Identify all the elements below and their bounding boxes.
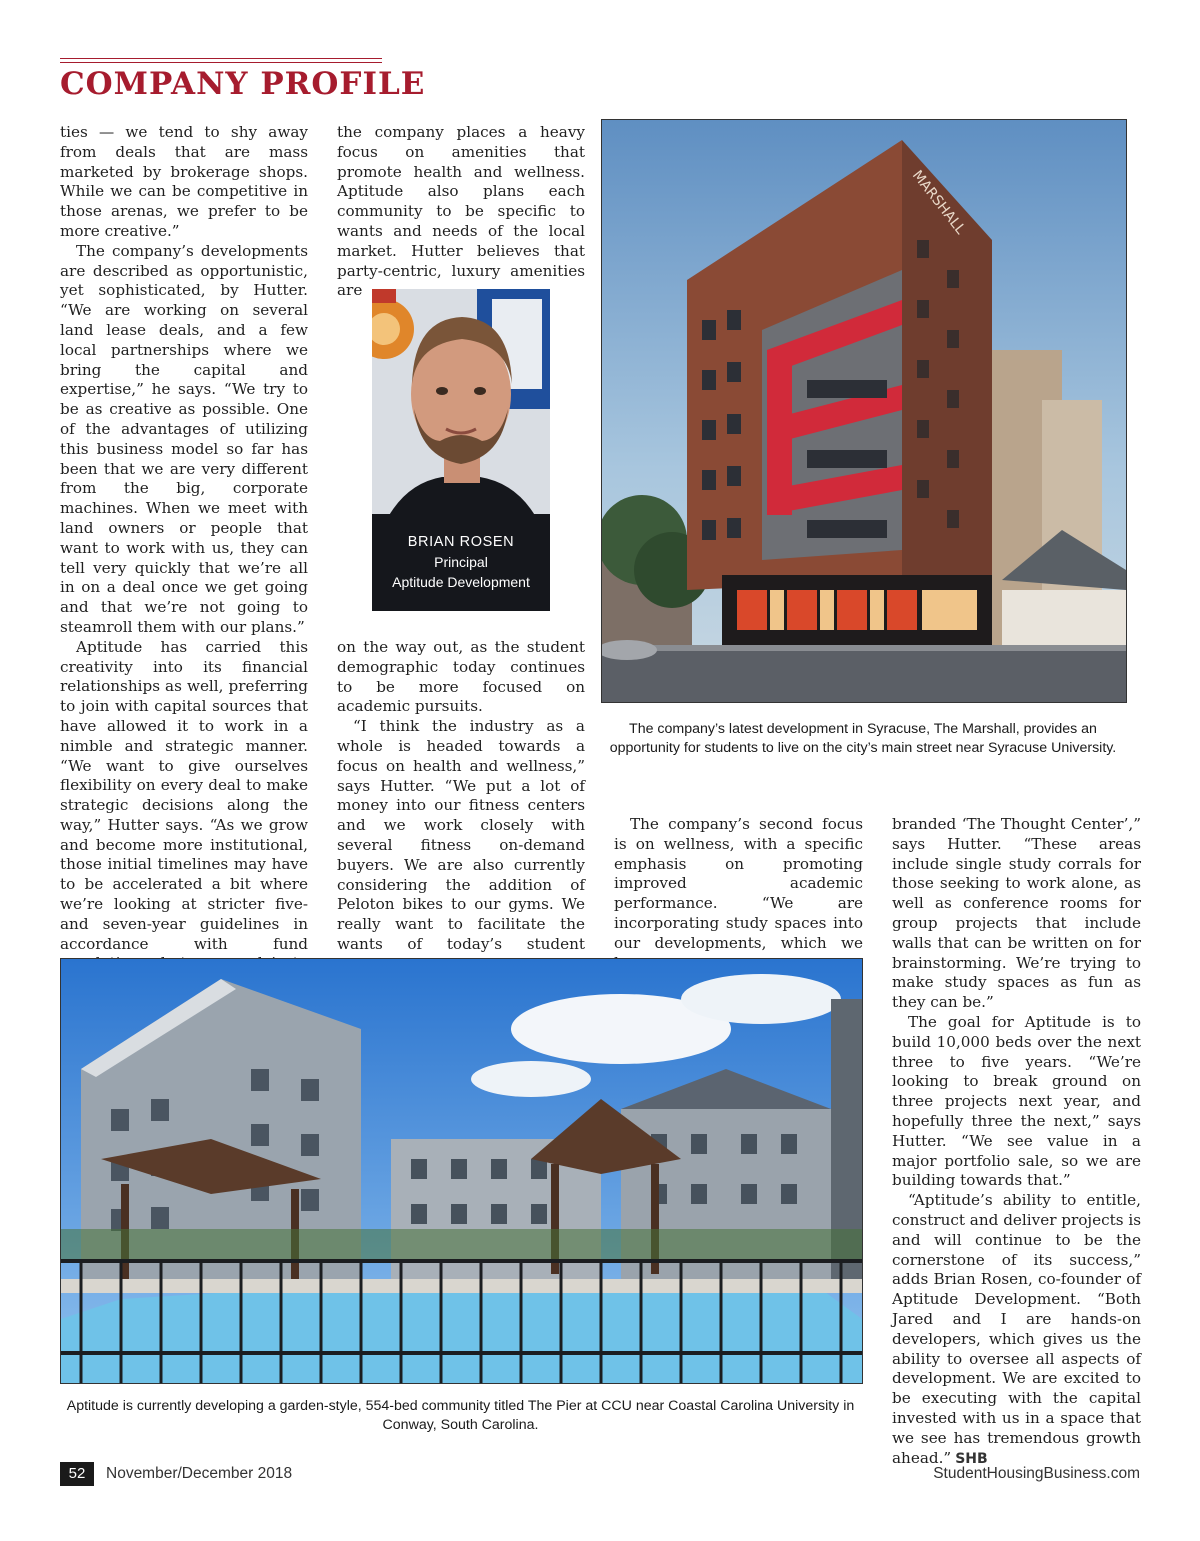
end-mark: SHB xyxy=(955,1450,988,1467)
paragraph xyxy=(892,1191,1141,1469)
article-column-1 xyxy=(60,123,308,1034)
paragraph: on the way out, as the student demographic today continues to be more focused on academic pursuits. xyxy=(337,638,585,716)
pier-photo-caption: Aptitude is currently developing a garden-style, 554-bed community titled The Pier at CCU near Coastal Carolina University in Conway, South Carolina. xyxy=(66,1398,855,1433)
publication-website: StudentHousingBusiness.com xyxy=(933,1465,1140,1482)
header-rule-secondary xyxy=(60,62,382,63)
paragraph: The company’s developments are described as opportunistic, yet sophisticated, by Hutter. “We are working on several land lease deals, and a few local partnerships where we bring the capital and expertise,” he says. “We try to be as creative as possible. One of the advantages of utilizing this business model so far has been that we are very different from the big, corporate machines. When we meet with land owners or people that want to work with us, they can tell very quickly that we’re all in on a deal once we get going and that we’re not going to steamroll them with our plans.” xyxy=(60,241,308,636)
paragraph: branded ‘The Thought Center’,” says Hutter. “These areas include single study corrals for those seeking to work alone, as well as conference rooms for group projects that include walls that can be written on for brainstorming. We’re trying to make study spaces as fun as they can be.” xyxy=(892,815,1141,1012)
portrait-company: Aptitude Development xyxy=(392,574,530,590)
issue-date: November/December 2018 xyxy=(106,1465,293,1482)
article-column-2-top xyxy=(337,123,585,301)
article-column-3 xyxy=(614,815,863,973)
portrait-caption xyxy=(372,532,550,592)
article-column-2-bottom xyxy=(337,638,585,975)
marshall-building-photo xyxy=(601,119,1127,703)
building-sign: MARSHALL xyxy=(908,167,969,238)
article-column-4 xyxy=(892,815,1141,1469)
paragraph: the company places a heavy focus on amenities that promote health and wellness. Aptitude also plans each community to be specific to wants and needs of the local market. Hutter believes that party-centric, luxury amenities are xyxy=(337,123,585,300)
paragraph-text: “Aptitude’s ability to entitle, construct and deliver projects is and will continue to be the cornerstone of its success,” adds Brian Rosen, co-founder of Aptitude Development. “Both Jared and I are hands-on developers, which gives us the ability to oversee all aspects of development. We are excited to be executing with the capital invested with us in a space that we see has tremendous growth ahead.” xyxy=(892,1191,1141,1467)
paragraph: The company’s second focus is on wellness, with a specific emphasis on promoting improved academic performance. “We are incorporating study spaces into our developments, which we xyxy=(614,815,863,952)
portrait-title: Principal xyxy=(434,554,488,570)
page-number: 52 xyxy=(60,1462,94,1486)
paragraph: ties — we tend to shy away from deals that are mass marketed by brokerage shops. While we can be competitive in those arenas, we prefer to be more creative.” xyxy=(60,123,308,240)
section-title: COMPANY PROFILE xyxy=(60,66,426,102)
paragraph: “I think the industry as a whole is headed towards a focus on health and wellness,” says Hutter. “We put a lot of money into our fitness centers and we work closely with several fitness on-demand buyers. We are also currently considering the addition of Peloton bikes to our gyms. We really want to facilitate the wants of today’s student xyxy=(337,717,585,953)
marshall-photo-caption: The company’s latest development in Syracuse, The Marshall, provides an opportunity for students to live on the city’s main street near Syracuse University. xyxy=(609,721,1117,756)
pier-community-photo xyxy=(60,958,863,1384)
paragraph: Aptitude has carried this creativity into its financial relationships as well, preferring to join with capital sources that have allowed it to work in a nimble and strategic manner. “We want to give ourselves flexibility on every deal to make strategic decisions along the way,” Hutter says. “As we grow and become more institutional, those initial timelines may have to be accelerated a bit where we’re looking at stricter five- and seven-year guidelines in accordance with fund xyxy=(60,637,308,953)
portrait-name: BRIAN ROSEN xyxy=(407,534,515,550)
paragraph: The goal for Aptitude is to build 10,000 beds over the next three to five years. “We’re looking to break ground on three projects next year, and hopefully three the next,” says Hutter. “We see value in a major portfolio sale, so we are building towards that.” xyxy=(892,1012,1141,1190)
header-rule xyxy=(60,58,382,59)
